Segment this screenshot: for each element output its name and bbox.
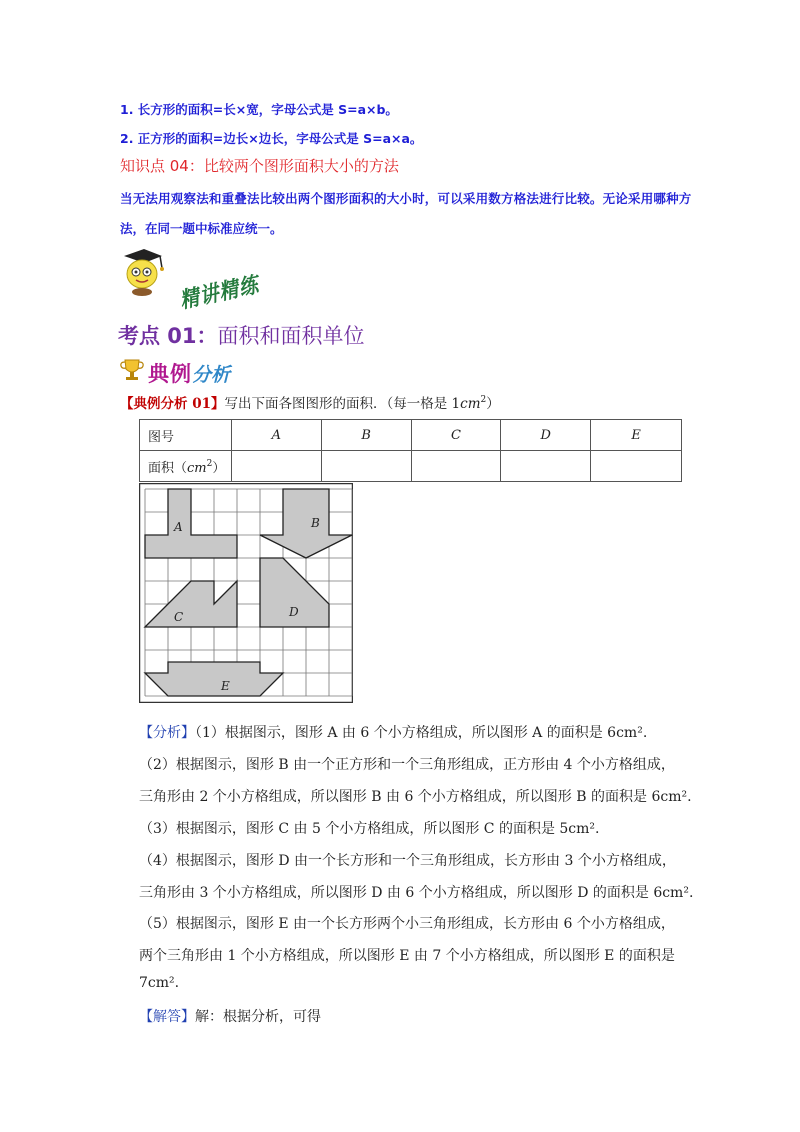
- trophy-icon: [118, 357, 146, 383]
- table-row: [140, 451, 682, 482]
- analysis-p5a: （5）根据图示，图形 E 由一个长方形两个小三角形组成，长方形由 6 个小方格组成，: [139, 916, 675, 932]
- shape-label-a: A: [174, 520, 183, 534]
- shape-label-e: E: [221, 679, 230, 693]
- answer-cell-d[interactable]: [501, 451, 591, 482]
- analysis-p2a: （2）根据图示，图形 B 由一个正方形和一个三角形组成，正方形由 4 个小方格组成，: [139, 757, 675, 773]
- table-header-d: D: [501, 420, 591, 451]
- jingjiang-banner: 精讲精练: [177, 272, 262, 314]
- table-row: [140, 420, 682, 451]
- kaodian-title: 面积和面积单位: [217, 324, 365, 348]
- grid-figure: [139, 483, 353, 703]
- knowledge-line-2: 法，在同一题中标准应统一。: [120, 221, 283, 236]
- kaodian-prefix: 考点 01：: [118, 324, 218, 348]
- example-banner: [148, 358, 230, 388]
- example-question-text: 写出下面各图图形的面积．（每一格是 1: [224, 396, 461, 412]
- table-header-c: C: [411, 420, 501, 451]
- answer-tag: 【解答】: [139, 1009, 195, 1025]
- example-close: ）: [486, 396, 500, 412]
- example-unit: cm: [460, 396, 481, 412]
- analysis-p4a: （4）根据图示，图形 D 由一个长方形和一个三角形组成，长方形由 3 个小方格组成，: [139, 853, 676, 869]
- shape-label-d: D: [289, 605, 299, 619]
- answer-cell-b[interactable]: [321, 451, 411, 482]
- shape-label-c: C: [174, 610, 184, 624]
- example-banner-dianli: 典例: [148, 361, 192, 386]
- example-exp: 2: [480, 395, 487, 405]
- analysis-p5c: 7cm².: [139, 975, 180, 991]
- formula-rectangle: 1. 长方形的面积=长×宽，字母公式是 S=a×b。: [120, 102, 398, 117]
- analysis-p5b: 两个三角形由 1 个小方格组成，所以图形 E 由 7 个小方格组成，所以图形 E 的面积是: [139, 948, 675, 964]
- answer-text: 解：根据分析，可得: [195, 1009, 321, 1025]
- analysis-tag: 【分析】: [139, 725, 195, 741]
- example-banner-fenxi: 分析: [192, 364, 231, 386]
- example-tag: 【典例分析 01】: [120, 396, 225, 412]
- example-question: [120, 392, 500, 412]
- formula-square: 2. 正方形的面积=边长×边长，字母公式是 S=a×a。: [120, 131, 423, 146]
- table-row2-label: 面积$(cm^2)$: [140, 451, 232, 482]
- kaodian-heading: [118, 320, 365, 350]
- table-header-b: B: [321, 420, 411, 451]
- table-row1-label: 图号: [140, 420, 232, 451]
- area-table: [139, 419, 682, 482]
- shape-label-b: B: [311, 516, 320, 530]
- answer-cell-a[interactable]: [231, 451, 321, 482]
- knowledge-line-1: 当无法用观察法和重叠法比较出两个图形面积的大小时，可以采用数方格法进行比较。无论采用哪种方: [120, 191, 692, 206]
- answer-cell-c[interactable]: [411, 451, 501, 482]
- knowledge-heading: 知识点 04：比较两个图形面积大小的方法: [120, 157, 399, 175]
- answer-line: [139, 1006, 321, 1026]
- analysis-p2b: 三角形由 2 个小方格组成，所以图形 B 由 6 个小方格组成，所以图形 B 的面积是 6cm².: [139, 789, 692, 805]
- analysis-p3: （3）根据图示，图形 C 由 5 个小方格组成，所以图形 C 的面积是 5cm².: [139, 821, 600, 837]
- mascot-icon: [116, 246, 168, 298]
- table-header-a: A: [231, 420, 321, 451]
- answer-cell-e[interactable]: [591, 451, 682, 482]
- analysis-p4b: 三角形由 3 个小方格组成，所以图形 D 由 6 个小方格组成，所以图形 D 的面积是 6cm².: [139, 885, 694, 901]
- analysis-p1: 【分析】（1）根据图示，图形 A 由 6 个小方格组成，所以图形 A 的面积是 6cm².: [139, 725, 648, 741]
- table-header-e: E: [591, 420, 682, 451]
